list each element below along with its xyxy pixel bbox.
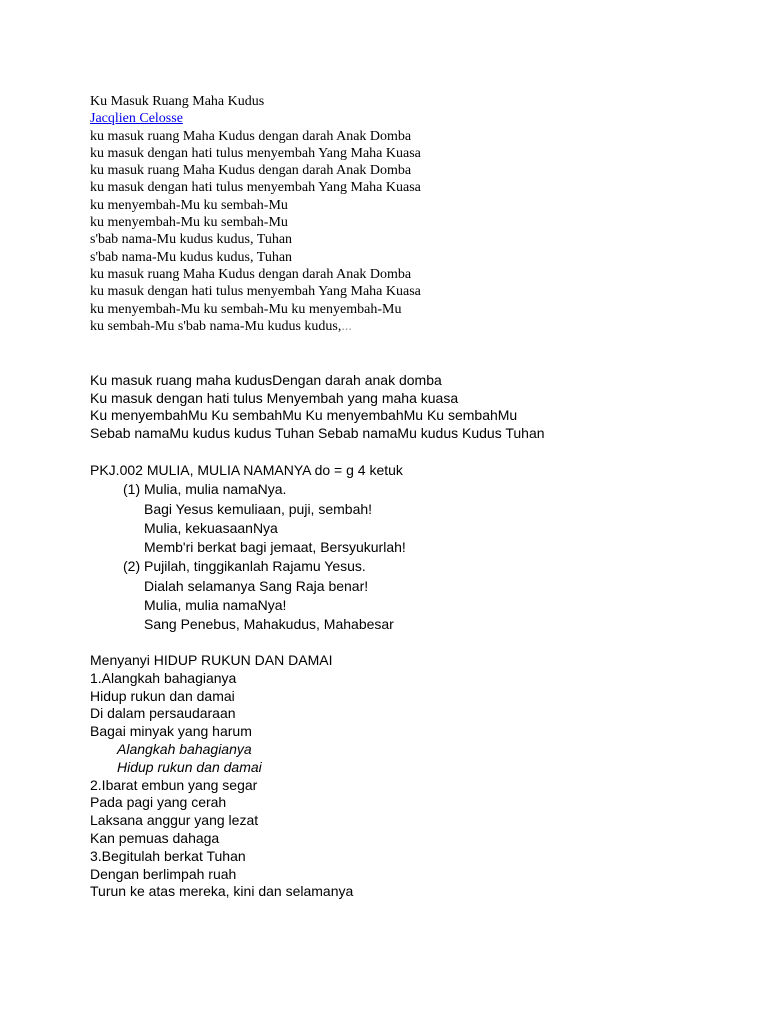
lyric-line: ku menyembah-Mu ku sembah-Mu ku menyembah-Mu	[90, 301, 402, 317]
chorus-line: Hidup rukun dan damai	[117, 758, 262, 775]
lyric-line: ku masuk ruang Maha Kudus dengan darah Anak Domba	[90, 266, 412, 282]
verse-label: (2) Pujilah, tinggikanlah Rajamu Yesus.	[123, 558, 366, 575]
verse-line: Laksana anggur yang lezat	[90, 812, 259, 829]
verse-line: Bagi Yesus kemuliaan, puji, sembah!	[144, 500, 373, 517]
hymn-section-mulia	[90, 461, 406, 635]
lyric-line: ku masuk ruang Maha Kudus dengan darah Anak Domba	[90, 163, 412, 179]
hymn-heading: PKJ.002 MULIA, MULIA NAMANYA do = g 4 ketuk	[90, 462, 403, 478]
verse-line: Mulia, kekuasaanNya	[144, 519, 278, 536]
lyric-line: ku masuk dengan hati tulus menyembah Yang Maha Kuasa	[90, 145, 421, 161]
verse-line: Pada pagi yang cerah	[90, 794, 227, 811]
verse-line: Turun ke atas mereka, kini dan selamanya	[90, 883, 354, 900]
verse-line: Dialah selamanya Sang Raja benar!	[144, 577, 369, 594]
verse-line: Kan pemuas dahaga	[90, 829, 220, 846]
lyrics-section-ku-masuk	[90, 93, 421, 335]
lyric-line: ku masuk dengan hati tulus menyembah Yang Maha Kuasa	[90, 180, 421, 196]
verse-line: 3.Begitulah berkat Tuhan	[90, 847, 246, 864]
lyric-line-last	[90, 318, 421, 335]
lyric-line: s'bab nama-Mu kudus kudus, Tuhan	[90, 232, 293, 248]
lyric-line: s'bab nama-Mu kudus kudus, Tuhan	[90, 249, 293, 265]
ellipsis: ...	[341, 318, 352, 334]
lyric-line: ku masuk ruang Maha Kudus dengan darah Anak Domba	[90, 128, 412, 144]
chorus-line: Alangkah bahagianya	[117, 740, 252, 757]
lyrics-section-ku-masuk-alt	[90, 372, 545, 442]
song-section-hidup-rukun	[90, 652, 353, 901]
author-link[interactable]: Jacqlien Celosse	[90, 111, 183, 127]
verse-line: Di dalam persaudaraan	[90, 705, 236, 722]
lyric-line: ku menyembah-Mu ku sembah-Mu	[90, 215, 288, 231]
verse-line: 2.Ibarat embun yang segar	[90, 776, 258, 793]
lyric-line: Ku menyembahMu Ku sembahMu Ku menyembahMu Ku sembahMu	[90, 407, 518, 424]
lyric-line: Ku masuk ruang maha kudusDengan darah anak domba	[90, 372, 442, 388]
lyric-line: ku menyembah-Mu ku sembah-Mu	[90, 197, 288, 213]
lyric-text: ku sembah-Mu s'bab nama-Mu kudus kudus,	[90, 318, 342, 334]
verse-line: Memb'ri berkat bagi jemaat, Bersyukurlah!	[144, 539, 406, 556]
song-title: Ku Masuk Ruang Maha Kudus	[90, 94, 265, 109]
lyric-line: ku masuk dengan hati tulus menyembah Yang Maha Kuasa	[90, 284, 421, 300]
verse-line: 1.Alangkah bahagianya	[90, 669, 237, 686]
lyric-line: Sebab namaMu kudus kudus Tuhan Sebab namaMu kudus Kudus Tuhan	[90, 424, 545, 441]
verse-line: Sang Penebus, Mahakudus, Mahabesar	[144, 616, 394, 633]
lyric-line: Ku masuk dengan hati tulus Menyembah yang maha kuasa	[90, 389, 459, 406]
song-heading: Menyanyi HIDUP RUKUN DAN DAMAI	[90, 652, 333, 668]
verse-line: Hidup rukun dan damai	[90, 687, 235, 704]
verse-label: (1) Mulia, mulia namaNya.	[123, 481, 287, 498]
verse-line: Bagai minyak yang harum	[90, 723, 252, 740]
verse-line: Dengan berlimpah ruah	[90, 865, 237, 882]
verse-line: Mulia, mulia namaNya!	[144, 597, 287, 614]
